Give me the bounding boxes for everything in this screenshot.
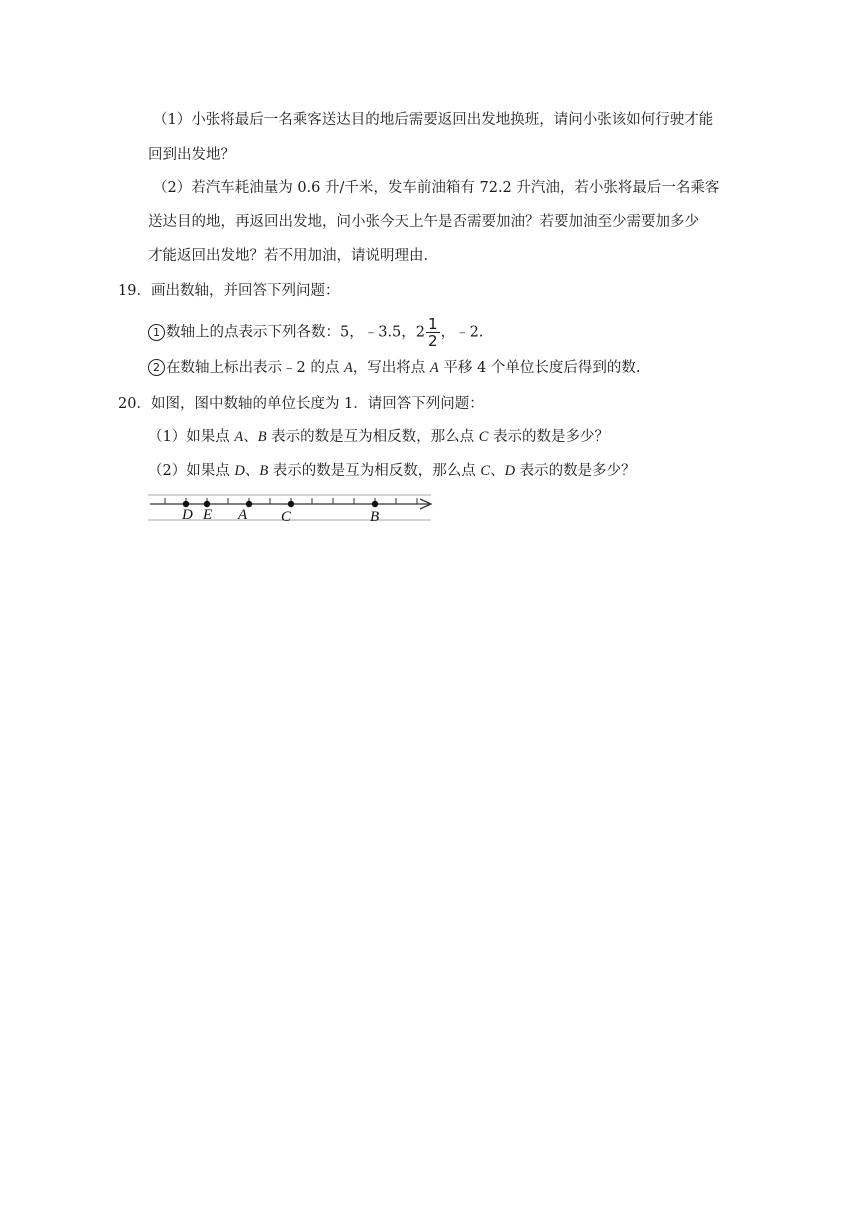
fraction-numerator: 1 — [428, 315, 438, 333]
var-a: A — [343, 360, 353, 376]
q20-p1-text: 表示的数是互为相反数，那么点 — [266, 429, 479, 445]
point-b — [372, 501, 378, 507]
var-a: A — [234, 429, 244, 445]
var-d: D — [504, 463, 516, 479]
fraction — [426, 316, 440, 349]
q19-item1-tail: ，﹣2. — [440, 324, 484, 341]
q19-item1-text: 数轴上的点表示下列各数：5，﹣3.5， — [166, 324, 416, 341]
var-b: B — [259, 463, 269, 479]
mixed-number-whole: 2 — [415, 324, 426, 341]
q18-part2-line3: 才能返回出发地？若不用加油，请说明理由. — [148, 248, 429, 264]
q19-item2-text-b: ，写出将点 — [352, 360, 430, 376]
number-line-figure — [148, 493, 438, 525]
point-c — [288, 501, 294, 507]
q20-p2-text: 表示的数是多少？ — [515, 463, 636, 479]
q18-part1-line1: （1）小张将最后一名乘客送达目的地后需要返回出发地换班，请问小张该如何行驶才能 — [153, 112, 714, 128]
var-d: D — [234, 463, 245, 479]
var-c: C — [480, 463, 491, 479]
q20-title: 20．如图，图中数轴的单位长度为 1．请回答下列问题： — [118, 396, 484, 412]
label-e: E — [203, 507, 213, 523]
q20-p1-text: （1）如果点 — [148, 429, 235, 445]
fraction-denominator: 2 — [428, 332, 438, 350]
q20-p2-sep: 、 — [244, 463, 260, 479]
var-a: A — [429, 360, 439, 376]
q19-item2 — [148, 358, 640, 378]
q19-item2-text-a: 在数轴上标出表示﹣2 的点 — [166, 360, 344, 376]
label-c: C — [281, 509, 292, 525]
q20-p2-sep: 、 — [490, 463, 505, 479]
q20-p2-text: （2）如果点 — [148, 463, 235, 479]
q20-p1-sep: 、 — [243, 429, 258, 445]
label-d: D — [182, 507, 193, 523]
q20-p1-text: 表示的数是多少？ — [488, 429, 610, 445]
q19-title: 19．画出数轴，并回答下列问题： — [118, 283, 340, 299]
circled-number-1: 1 — [148, 324, 165, 341]
q18-part2-line2: 送达目的地，再返回出发地，问小张今天上午是否需要加油？若要加油至少需要加多少 — [148, 214, 699, 230]
q20-part2 — [148, 461, 636, 481]
label-a: A — [238, 507, 248, 523]
q20-part1 — [148, 427, 609, 447]
circled-number-2: 2 — [148, 359, 165, 376]
label-b: B — [370, 509, 380, 525]
q20-p2-text: 表示的数是互为相反数，那么点 — [268, 463, 481, 479]
q19-item1 — [148, 316, 483, 349]
var-c: C — [478, 429, 489, 445]
q19-item2-text-c: 平移 4 个单位长度后得到的数. — [438, 360, 641, 376]
q18-part2-line1: （2）若汽车耗油量为 0.6 升/千米，发车前油箱有 72.2 升汽油，若小张将最后一名乘客 — [153, 180, 720, 196]
q18-part1-line2: 回到出发地？ — [148, 147, 235, 163]
var-b: B — [257, 429, 267, 445]
